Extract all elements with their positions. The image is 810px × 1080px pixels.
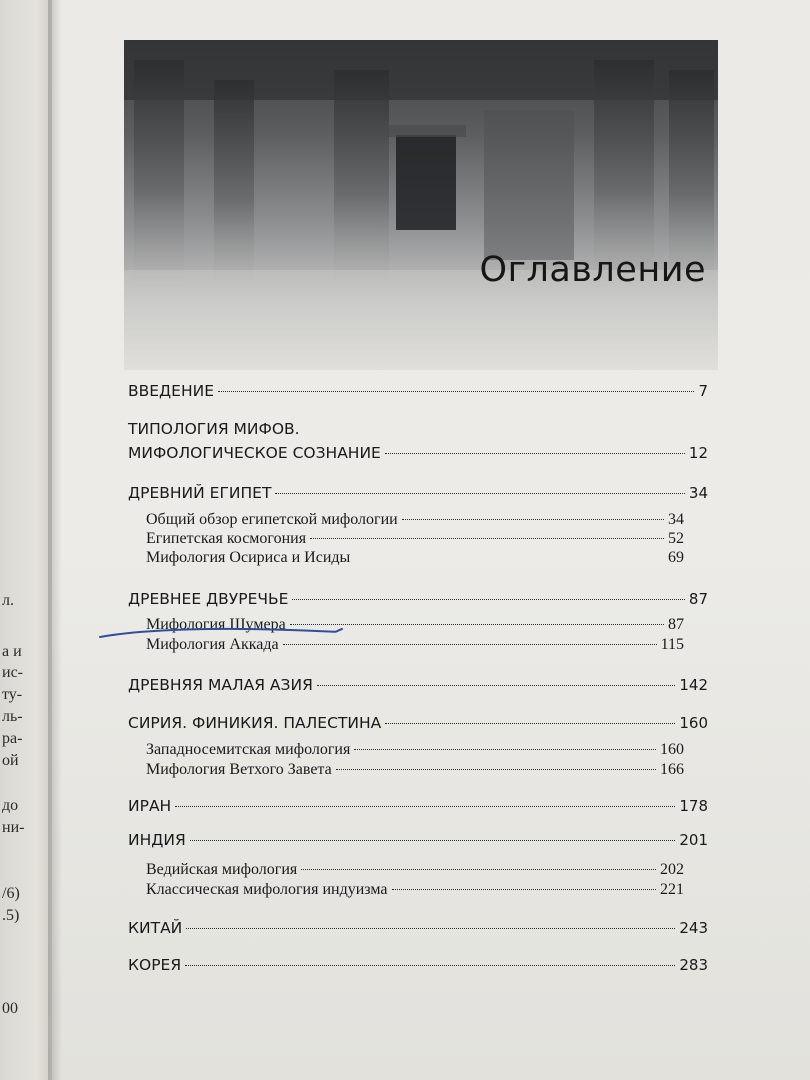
toc-entry-label: ДРЕВНЯЯ МАЛАЯ АЗИЯ: [128, 676, 313, 694]
toc-subentry-page: 115: [660, 636, 684, 653]
page-title: Оглавление: [479, 250, 706, 290]
left-page-fragment: ра-: [2, 730, 23, 747]
toc-entry-page: 87: [688, 590, 708, 608]
toc-subentry-label: Ведийская мифология: [146, 861, 298, 878]
toc-subentry-page: 52: [668, 530, 684, 547]
toc-entry-page: 243: [679, 919, 708, 937]
toc-subentry-label: Мифология Аккада: [146, 636, 279, 653]
toc-subentry-label: Мифология Ветхого Завета: [146, 761, 332, 778]
toc-subentry-label: Классическая мифология индуизма: [146, 881, 388, 898]
left-page-fragment: .5): [2, 907, 20, 924]
toc-entry-page: 7: [698, 382, 708, 400]
left-page-fragment: /6): [2, 885, 20, 902]
toc-entry-label: КОРЕЯ: [128, 956, 182, 974]
toc-entry-label: СИРИЯ. ФИНИКИЯ. ПАЛЕСТИНА: [128, 714, 382, 732]
left-page-fragment: а и: [2, 643, 22, 660]
toc-subentry-label: Мифология Осириса и Исиды: [146, 549, 351, 566]
pen-stroke: [100, 629, 342, 637]
left-page-fragment: ту-: [2, 686, 23, 703]
toc-subentry-page: 34: [668, 511, 684, 528]
toc-subentry-page: 87: [668, 616, 684, 633]
left-page-fragment: ни-: [2, 819, 25, 836]
toc-entry-page: 178: [679, 797, 708, 815]
toc-entry-label: ДРЕВНЕЕ ДВУРЕЧЬЕ: [128, 590, 289, 608]
toc-entry-page: 142: [679, 676, 708, 694]
toc-entry-page: 34: [688, 484, 708, 502]
toc-subentry-page: 221: [660, 881, 684, 898]
toc-subentry-label: Мифология Шумера: [146, 616, 286, 633]
toc-entry-page: 201: [679, 831, 708, 849]
toc-entry-label: ИРАН: [128, 797, 172, 815]
toc-entry-typology-line1: ТИПОЛОГИЯ МИФОВ.: [128, 420, 300, 438]
toc-entry-page: 283: [679, 956, 708, 974]
toc-subentry-page: 166: [660, 761, 684, 778]
toc-subentry-page: 160: [660, 741, 684, 758]
toc-entry-label: МИФОЛОГИЧЕСКОЕ СОЗНАНИЕ: [128, 444, 381, 462]
toc-entry-label: ВВЕДЕНИЕ: [128, 382, 215, 400]
left-page-fragment: до: [2, 797, 19, 814]
toc-subentry-label: Египетская космогония: [146, 530, 307, 547]
toc-entry-page: 160: [679, 714, 708, 732]
left-page-fragment: ой: [2, 752, 19, 769]
toc-entry-label: ДРЕВНИЙ ЕГИПЕТ: [128, 484, 272, 502]
toc-entry-page: 12: [688, 444, 708, 462]
left-page-fragment: 00: [2, 1000, 18, 1017]
toc-subentry-label: Западносемитская мифология: [146, 741, 351, 758]
left-page-fragment: л.: [2, 592, 14, 609]
toc-subentry-page: 202: [660, 861, 684, 878]
toc-entry-label: ИНДИЯ: [128, 831, 186, 849]
left-page-fragment: ль-: [2, 708, 23, 725]
left-page-fragment: ис-: [2, 664, 23, 681]
toc-subentry-page: 69: [668, 549, 684, 566]
toc-entry-label: КИТАЙ: [128, 919, 183, 937]
toc-subentry-label: Общий обзор египетской мифологии: [146, 511, 398, 528]
